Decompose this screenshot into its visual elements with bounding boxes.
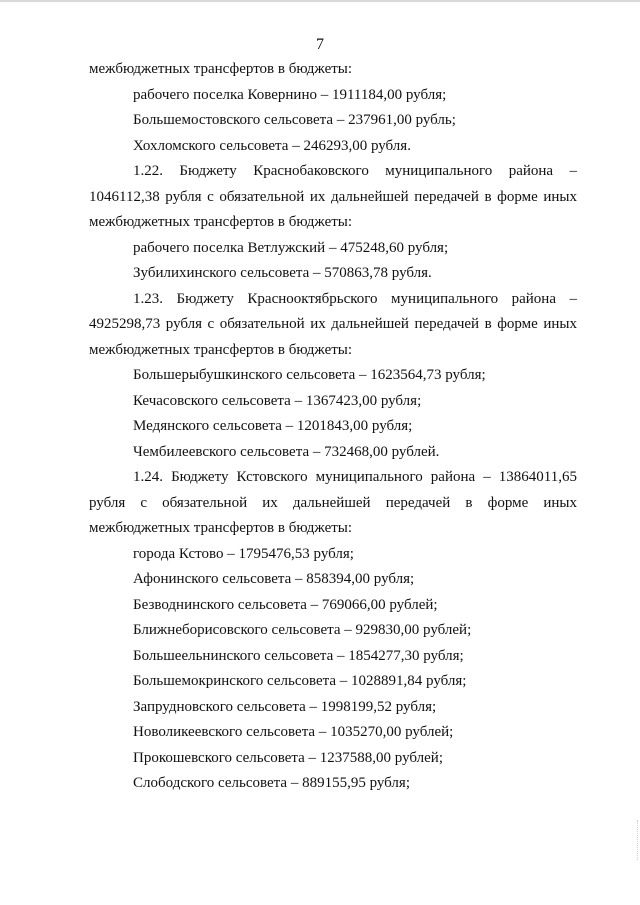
recipient-line: Большерыбушкинского сельсовета – 1623564,73 рубля; [133,367,486,383]
document-body [89,57,577,797]
recipient-line: Безводнинского сельсовета – 769066,00 рублей; [133,596,438,613]
recipient-line: Прокошевского сельсовета – 1237588,00 рублей; [133,749,444,766]
recipient-line: Кечасовского сельсовета – 1367423,00 рубля; [133,392,422,409]
recipient-line: Медянского сельсовета – 1201843,00 рубля; [133,418,413,434]
page-number: 7 [316,36,324,53]
paragraph-1-23: 1.23. Бюджету Краснооктябрьского муниципального района – 4925298,73 рубля с обязательной их дальнейшей передачей в форме иных межбюджетных трансфертов в бюджеты: [89,290,577,358]
scan-edge-marks [635,820,638,860]
recipient-line: Запрудновского сельсовета – 1998199,52 рубля; [133,698,437,715]
recipient-line: рабочего поселка Ковернино – 1911184,00 рубля; [133,86,447,103]
recipient-line: Чембилеевского сельсовета – 732468,00 рублей. [133,443,440,460]
recipient-line: города Кстово – 1795476,53 рубля; [133,545,354,562]
recipient-line: Новоликеевского сельсовета – 1035270,00 рублей; [133,724,454,740]
paragraph-1-22: 1.22. Бюджету Краснобаковского муниципального района – 1046112,38 рубля с обязательной их дальнейшей передачей в форме иных межбюджетных трансфертов в бюджеты: [89,163,577,230]
recipient-line: Слободского сельсовета – 889155,95 рубля; [133,775,410,791]
recipient-line: рабочего поселка Ветлужский – 475248,60 рубля; [133,239,449,256]
recipient-line: Ближнеборисовского сельсовета – 929830,00 рублей; [133,622,472,638]
recipient-line: Хохломского сельсовета – 246293,00 рубля. [133,137,411,154]
paragraph-1-24: 1.24. Бюджету Кстовского муниципального района – 13864011,65 рубля с обязательной их дальнейшей передачей в форме иных межбюджетных трансфертов в бюджеты: [89,469,577,536]
continuation-line: межбюджетных трансфертов в бюджеты: [89,61,353,77]
recipient-line: Большеельнинского сельсовета – 1854277,30 рубля; [133,647,464,664]
recipient-line: Большемокринского сельсовета – 1028891,84 рубля; [133,673,467,689]
recipient-line: Зубилихинского сельсовета – 570863,78 рубля. [133,265,432,281]
recipient-line: Афонинского сельсовета – 858394,00 рубля; [133,571,415,587]
recipient-line: Большемостовского сельсовета – 237961,00 рубль; [133,112,456,128]
